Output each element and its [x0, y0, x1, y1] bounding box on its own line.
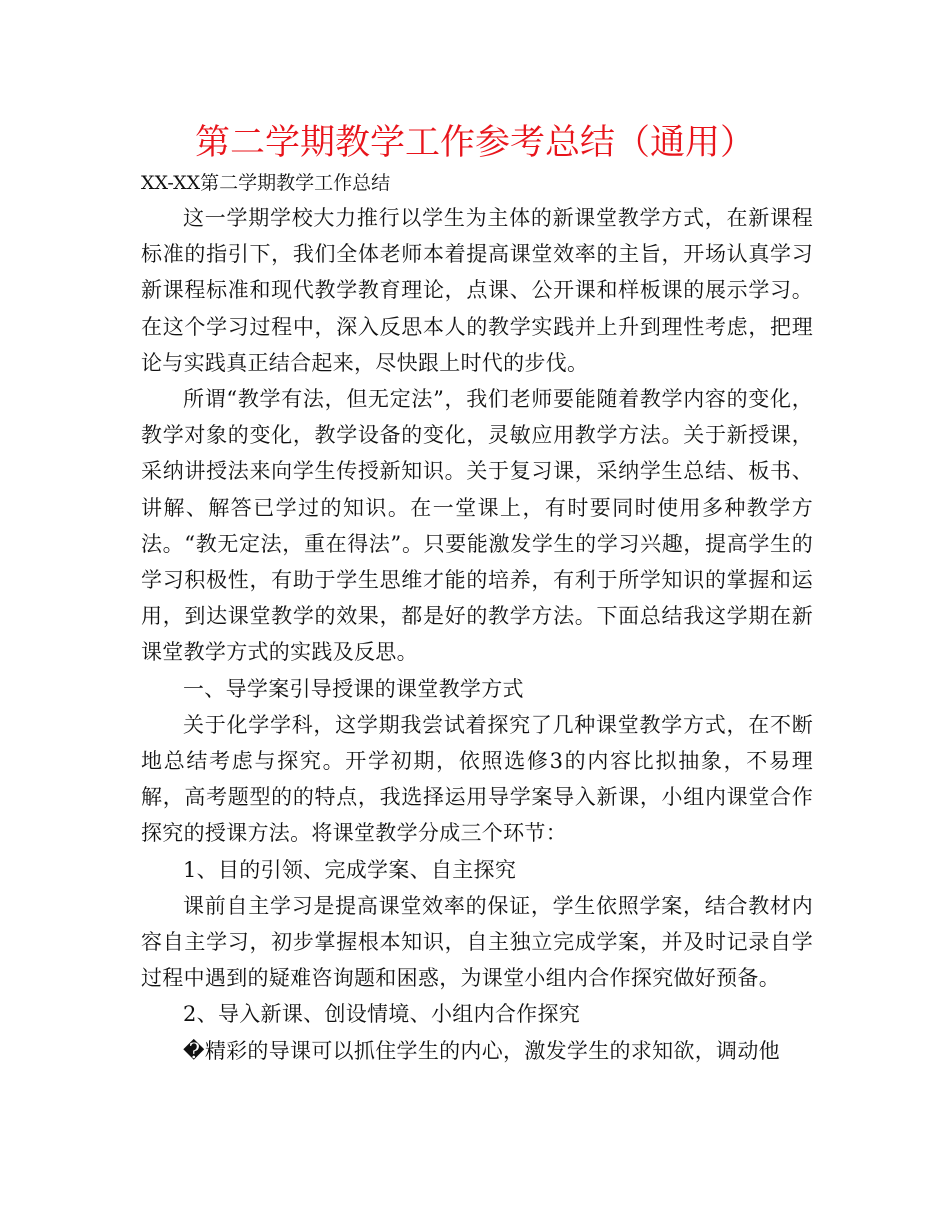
section-heading-1: 一、导学案引导授课的课堂教学方式 [183, 676, 524, 701]
subsection-heading-1: 1、目的引领、完成学案、自主探究 [183, 857, 517, 882]
paragraph-teaching-methods: 所谓“教学有法，但无定法”，我们老师要能随着教学内容的变化，教学对象的变化，教学设备的变化，灵敏应用教学方法。关于新授课，采纳讲授法来向学生传授新知识。关于复习课，采纳学生总结、板书、讲解、解答已学过的知识。在一堂课上，有时要同时使用多种教学方法。“教无定法，重在得法”。只要能激发学生的学习兴趣，提高学生的学习积极性，有助于学生思维才能的培养，有利于所学知识的掌握和运用，到达课堂教学的效果，都是好的教学方法。下面总结我这学期在新课堂教学方式的实践及反思。 [141, 387, 813, 665]
document-body [141, 200, 813, 1069]
subsection-heading-2: 2、导入新课、创设情境、小组内合作探究 [183, 1002, 581, 1027]
paragraph-intro: 这一学期学校大力推行以学生为主体的新课堂教学方式，在新课程标准的指引下，我们全体老师本着提高课堂效率的主旨，开场认真学习新课程标准和现代教学教育理论，点课、公开课和样板课的展示学习。在这个学习过程中，深入反思本人的教学实践并上升到理性考虑，把理论与实践真正结合起来，尽快跟上时代的步伐。 [141, 206, 813, 375]
paragraph-self-study: 课前自主学习是提高课堂效率的保证，学生依照学案，结合教材内容自主学习，初步掌握根本知识，自主独立完成学案，并及时记录自学过程中遇到的疑难咨询题和困惑，为课堂小组内合作探究做好预备。 [141, 893, 813, 991]
paragraph-chemistry: 关于化学学科，这学期我尝试着探究了几种课堂教学方式，在不断地总结考虑与探究。开学初期，依照选修3的内容比拟抽象，不易理解，高考题型的的特点，我选择运用导学案导入新课，小组内课堂合作探究的授课方法。将课堂教学分成三个环节： [141, 712, 813, 846]
document-title: 第二学期教学工作参考总结（通用） [194, 123, 755, 163]
paragraph-lead-in: �精彩的导课可以抓住学生的内心，激发学生的求知欲，调动他 [183, 1038, 780, 1063]
document-subtitle: XX-XX第二学期教学工作总结 [141, 172, 391, 194]
